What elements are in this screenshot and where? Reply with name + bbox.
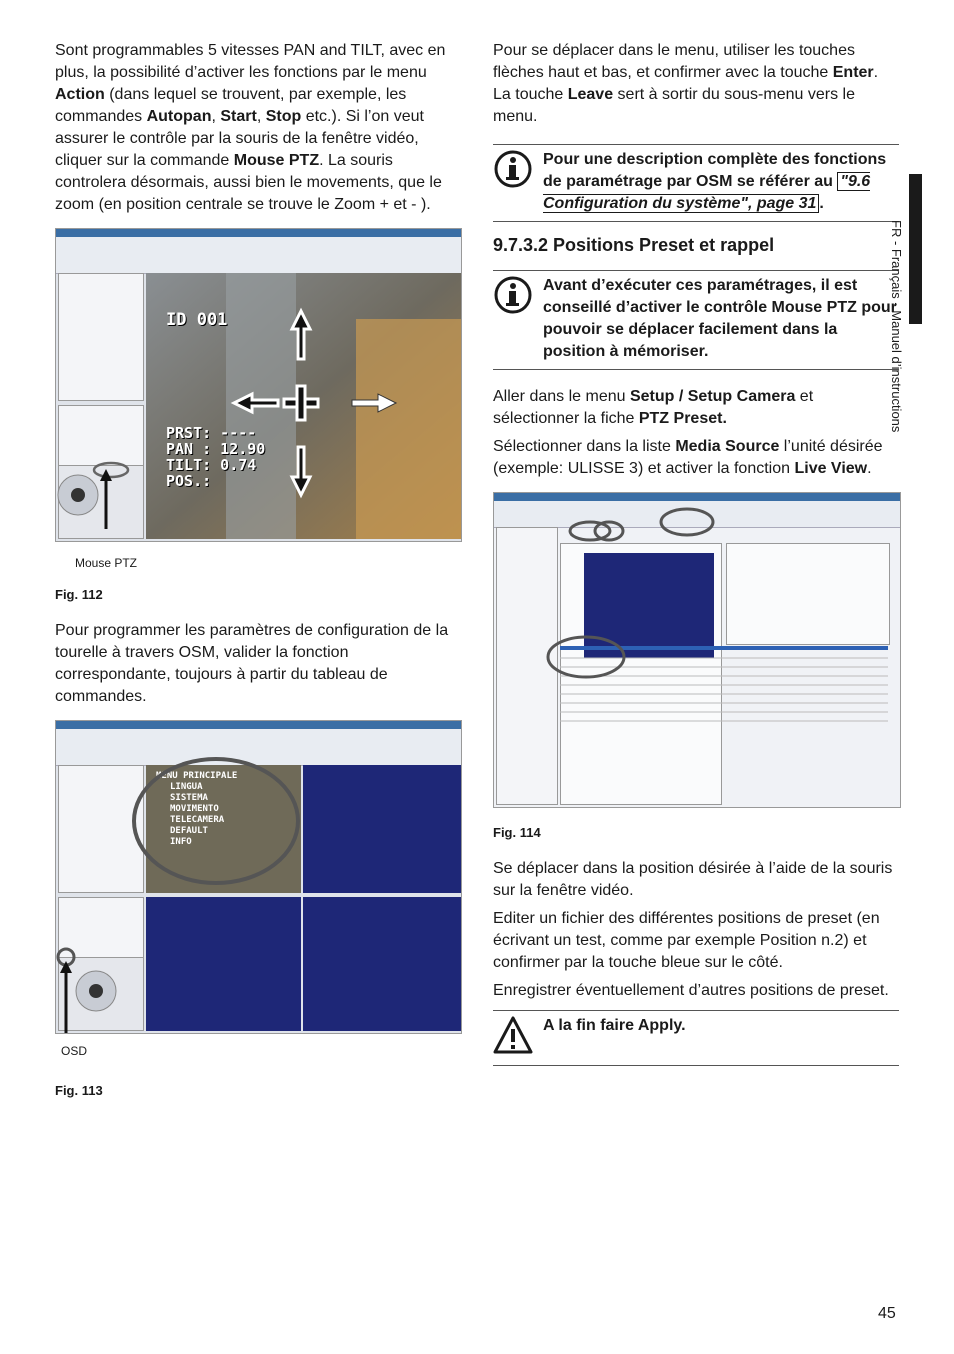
menu-navigation-paragraph: Pour se déplacer dans le menu, utiliser les touches flèches haut et bas, et confirmer avec la touche Enter. La touche Leave sert à sortir du sous-menu vers le menu.: [493, 42, 879, 125]
save-preset-paragraph: Enregistrer éventuellement d’autres positions de preset.: [493, 982, 889, 999]
info-icon: [493, 149, 533, 189]
fig114-annotations: [494, 493, 900, 807]
page-number: 45: [878, 1305, 896, 1322]
osd-menu: MENU PRINCIPALE LINGUA SISTEMA MOVIMENTO TELECAMERA DEFAULT INFO: [156, 771, 238, 847]
fig-114-caption: Fig. 114: [493, 825, 541, 840]
osd-readout: PRST: ---- PAN : 12.90 TILT: 0.74 POS.:: [166, 424, 266, 490]
osm-paragraph: Pour programmer les paramètres de configuration de la tourelle à travers OSM, valider la fonction correspondante, toujours à partir du tableau de commandes.: [55, 622, 449, 705]
section-heading: 9.7.3.2 Positions Preset et rappel: [493, 235, 775, 255]
warning-icon: [493, 1015, 533, 1055]
osd-callout: OSD: [61, 1044, 88, 1058]
media-source-paragraph: Sélectionner dans la liste Media Source l’unité désirée (exemple: ULISSE 3) et activer la fonction Live View.: [493, 438, 883, 477]
side-tab-label: FR - Français - Manuel d’instructions: [889, 220, 904, 433]
osd-id: ID 001: [166, 310, 228, 330]
setup-paragraph: Aller dans le menu Setup / Setup Camera et sélectionner la fiche PTZ Preset.: [493, 388, 814, 427]
info-note-mouse-ptz: Avant d’exécuter ces paramétrages, il est conseillé d’activer le contrôle Mouse PTZ pour pouvoir se déplacer facilement dans la position à mémoriser.: [493, 270, 899, 370]
cross-reference-link[interactable]: "9.6 Configuration du système", page 31: [543, 173, 871, 212]
fig-113-caption: Fig. 113: [55, 1083, 103, 1098]
info-icon: [493, 275, 533, 315]
fig-112-caption: Fig. 112: [55, 587, 103, 602]
figure-112-screenshot: [55, 228, 462, 542]
info-note-osm: Pour une description complète des fonctions de paramétrage par OSM se référer au "9.6 Configuration du système", page 31 .: [493, 144, 899, 222]
side-tab-marker: [909, 174, 922, 324]
move-position-paragraph: Se déplacer dans la position désirée à l’aide de la souris sur la fenêtre vidéo.: [493, 860, 893, 899]
figure-113-screenshot: [55, 720, 462, 1034]
warning-note: A la fin faire Apply.: [493, 1010, 899, 1066]
mouse-ptz-callout: Mouse PTZ: [75, 556, 138, 570]
edit-preset-paragraph: Editer un fichier des différentes positions de preset (en écrivant un test, comme par exemple Position n.2) et confirmer par la touche bleue sur le côté.: [493, 910, 880, 971]
fig113-annotations: [56, 721, 461, 1033]
right-column: [493, 40, 899, 1066]
video-frame: [56, 229, 461, 541]
figure-114-screenshot: [493, 492, 901, 808]
left-column: [55, 40, 460, 1116]
intro-paragraph: Sont programmables 5 vitesses PAN and TILT, avec en plus, la possibilité d’activer les fonctions par le menu Action (dans lequel se trouvent, par exemple, les commandes Autopan, Start, Stop etc.). Si l’on veut assurer le contrôle par la souris de la fenêtre vidéo, cliquer sur la commande Mouse PTZ. La souris controlera désormais, aussi bien le movements, que le zoom (en position centrale se trouve le Zoom + et - ).: [55, 42, 446, 213]
